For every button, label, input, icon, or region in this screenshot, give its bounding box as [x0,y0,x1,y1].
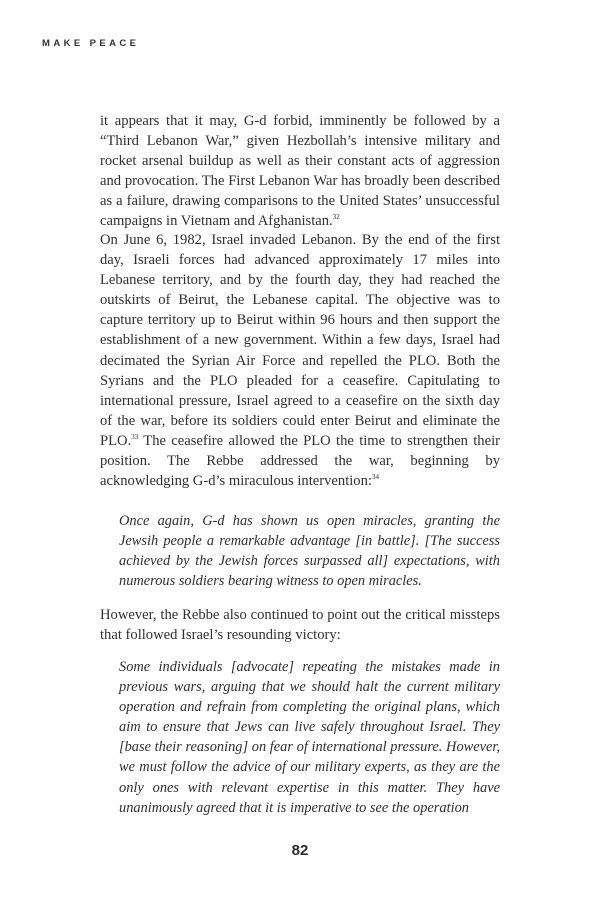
paragraph-text: The ceasefire allowed the PLO the time to strengthen their position. The Rebbe addressed the war, beginning by acknowledging G-d’s miraculous intervention: [100,432,500,490]
page-number: 82 [291,842,309,859]
quote-text: Some individuals [advocate] repeating the mistakes made in previous wars, arguing that we should halt the current military operation and refrain from completing the original plans, which aim to ensure that Jews can live safely throughout Israel. They [base their reasoning] on fear of international pressure. However, we must follow the advice of our military experts, as they are the only ones with relevant expertise in this matter. They have unanimously agreed that it is imperative to see the operation [119,659,500,816]
block-quote-miracles [119,511,500,591]
paragraph-text: it appears that it may, G-d forbid, imminently be followed by a “Third Lebanon War,” given Hezbollah’s intensive military and rocket arsenal buildup as well as their constant acts of aggression and provocation. The First Lebanon War has broadly been described as a failure, drawing comparisons to the United States’ unsuccessful campaigns in Vietnam and Afghanistan. [100,113,500,230]
block-quote-advocate [119,657,500,818]
paragraph-invasion [100,230,500,491]
paragraph-text: On June 6, 1982, Israel invaded Lebanon. By the end of the first day, Israeli forces had advanced approximately 17 miles into Lebanese territory, and by the fourth day, they had reached the outskirts of Beirut, the Lebanese capital. The objective was to capture territory up to Beirut within 96 hours and then support the establishment of a new government. Within a few days, Israel had decimated the Syrian Air Force and repelled the PLO. Both the Syrians and the PLO pleaded for a ceasefire. Capitulating to international pressure, Israel agreed to a ceasefire on the sixth day of the war, before its soldiers could enter Beirut and eliminate the PLO. [100,232,500,449]
paragraph-missteps [100,605,500,645]
paragraph-continuation [100,111,500,232]
running-head: MAKE PEACE [42,38,140,49]
paragraph-text: However, the Rebbe also continued to point out the critical missteps that followed Israel’s resounding victory: [100,607,500,644]
footnote-marker[interactable]: 32 [332,213,340,222]
quote-text: Once again, G-d has shown us open miracles, granting the Jewsih people a remarkable advantage [in battle]. [The success achieved by the Jewish forces surpassed all] expectations, with numerous soldiers bearing witness to open miracles. [119,513,500,590]
footnote-marker[interactable]: 33 [131,432,139,441]
footnote-marker[interactable]: 34 [371,473,379,482]
